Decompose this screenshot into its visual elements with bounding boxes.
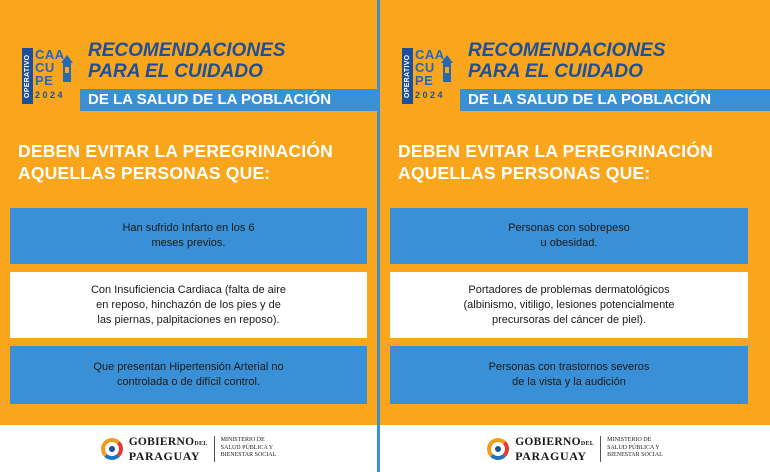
gov-line-2: PARAGUAY — [515, 448, 587, 463]
government-emblem-icon — [101, 438, 123, 460]
gov-del: DEL — [580, 440, 595, 447]
headline-line-2: AQUELLAS PERSONAS QUE: — [398, 163, 651, 183]
poster-title — [88, 40, 285, 82]
recommendation-item-1: Han sufrido Infarto en los 6 meses previos. — [10, 208, 367, 264]
poster-left — [0, 0, 377, 472]
ministry-text: MINISTERIO DE SALUD PÚBLICA Y BIENESTAR SOCIAL — [607, 437, 663, 459]
ministry-text: MINISTERIO DE SALUD PÚBLICA Y BIENESTAR SOCIAL — [220, 437, 277, 459]
gov-del: DEL — [194, 440, 208, 447]
logo-line-1: CAA — [35, 47, 65, 62]
caacupe-logo — [22, 48, 78, 104]
caacupe-logo — [402, 48, 458, 104]
logo-vertical-text: OPERATIVO — [22, 48, 33, 104]
footer-divider — [214, 436, 215, 462]
government-logo-text — [129, 436, 208, 462]
headline — [18, 140, 333, 184]
logo-line-3: PE — [415, 73, 434, 88]
government-emblem-icon — [487, 438, 509, 460]
poster-right — [380, 0, 770, 472]
poster-title — [468, 40, 665, 82]
title-line-1: RECOMENDACIONES — [468, 40, 666, 61]
logo-line-3: PE — [35, 73, 54, 88]
recommendation-item-2: Con Insuficiencia Cardiaca (falta de aire en reposo, hinchazón de los pies y de las piernas, palpitaciones en reposo). — [10, 272, 367, 338]
logo-year: 2024 — [35, 90, 66, 100]
logo-year: 2024 — [415, 90, 446, 100]
recommendation-item-3: Personas con trastornos severos de la vista y la audición — [390, 346, 748, 404]
gov-line-1: GOBIERNO — [128, 435, 195, 448]
footer — [380, 425, 770, 472]
headline — [398, 140, 713, 184]
recommendation-item-1: Personas con sobrepeso u obesidad. — [390, 208, 748, 264]
footer-divider — [600, 436, 601, 462]
gov-line-1: GOBIERNO — [515, 435, 581, 448]
footer — [0, 425, 377, 472]
logo-line-2: CU — [415, 60, 435, 75]
logo-line-2: CU — [35, 60, 55, 75]
recommendation-item-3: Que presentan Hipertensión Arterial no controlada o de difícil control. — [10, 346, 367, 404]
headline-line-2: AQUELLAS PERSONAS QUE: — [18, 163, 271, 183]
basilica-icon — [60, 54, 74, 84]
title-band: DE LA SALUD DE LA POBLACIÓN — [80, 89, 377, 111]
title-line-1: RECOMENDACIONES — [88, 40, 286, 61]
logo-line-1: CAA — [415, 47, 445, 62]
title-line-2: PARA EL CUIDADO — [468, 61, 643, 82]
headline-line-1: DEBEN EVITAR LA PEREGRINACIÓN — [18, 141, 333, 161]
government-logo-text — [515, 436, 594, 462]
recommendation-item-2: Portadores de problemas dermatológicos (albinismo, vitiligo, lesiones potencialmente precursoras del cáncer de piel). — [390, 272, 748, 338]
logo-vertical-text: OPERATIVO — [402, 48, 413, 104]
title-band: DE LA SALUD DE LA POBLACIÓN — [460, 89, 770, 111]
title-line-2: PARA EL CUIDADO — [88, 61, 263, 82]
headline-line-1: DEBEN EVITAR LA PEREGRINACIÓN — [398, 141, 713, 161]
gov-line-2: PARAGUAY — [128, 448, 201, 463]
basilica-icon — [440, 54, 454, 84]
